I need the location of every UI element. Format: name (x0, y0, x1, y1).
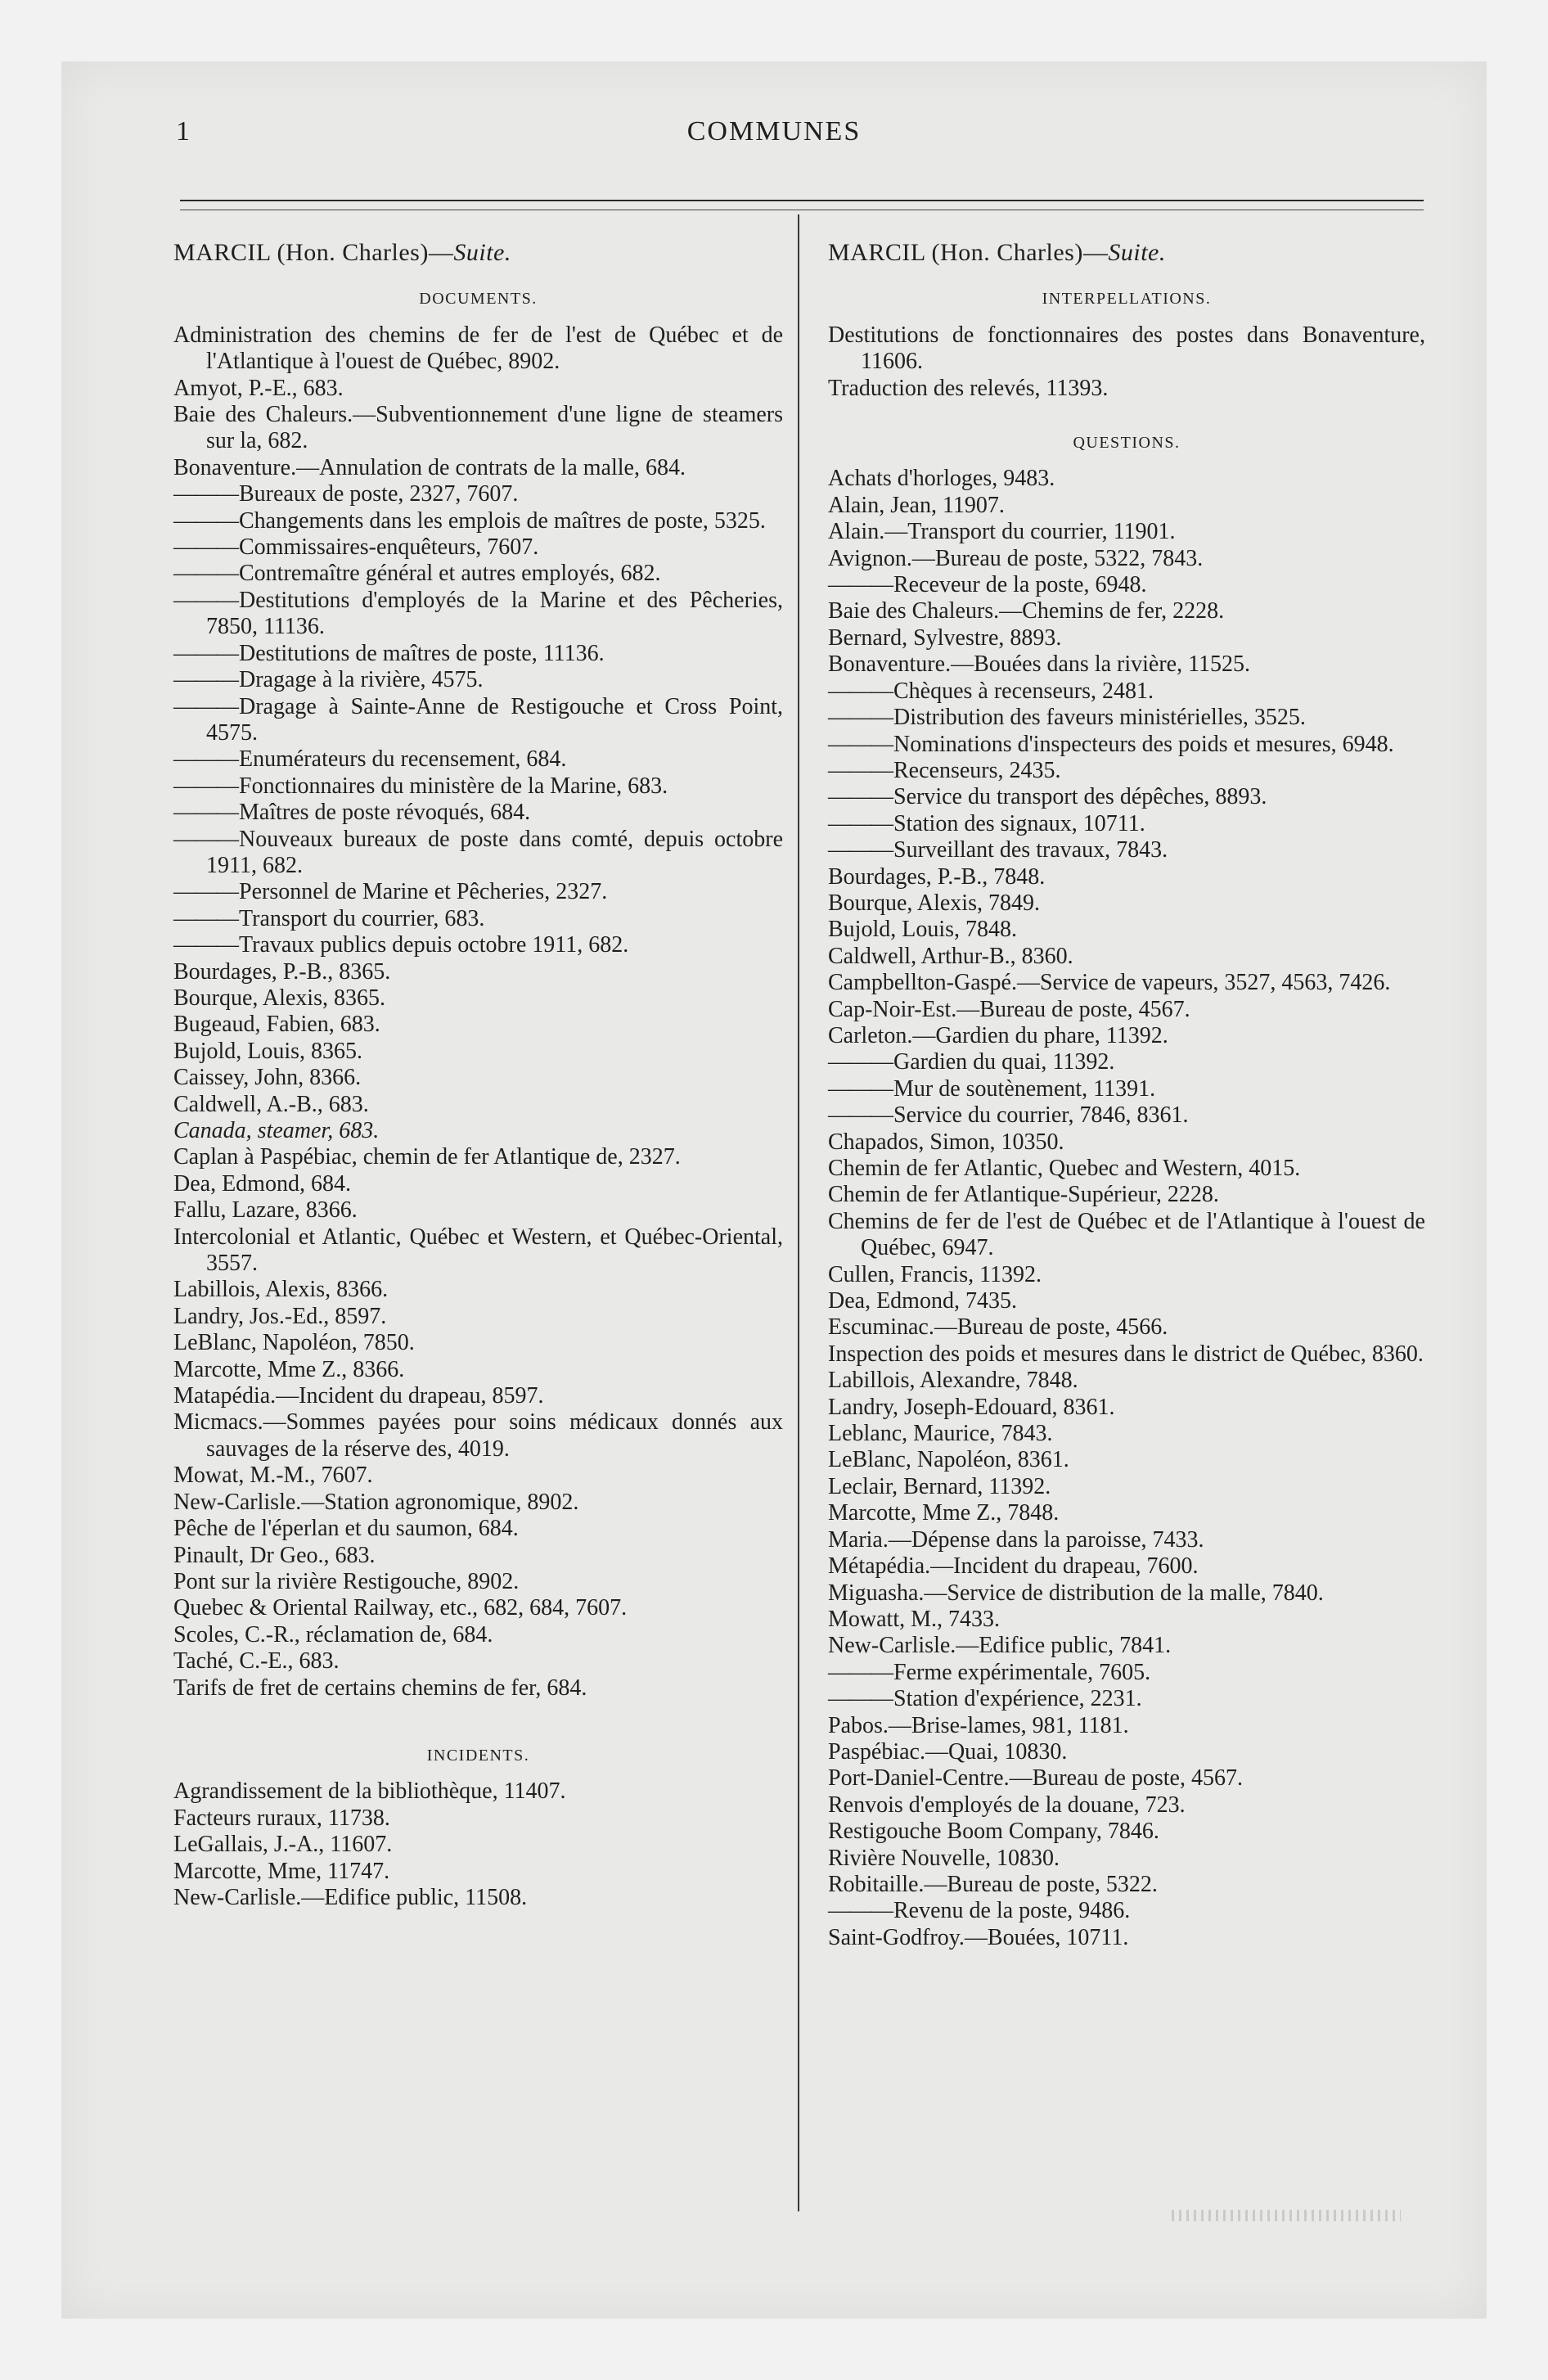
index-subentry: ——— Receveur de la poste, 6948. (828, 572, 1425, 598)
index-subentry: ——— Chèques à recenseurs, 2481. (828, 678, 1425, 705)
column-heading (828, 240, 1425, 266)
index-entry: Caldwell, A.-B., 683. (173, 1091, 369, 1117)
index-entry: Caldwell, Arthur-B., 8360. (828, 943, 1073, 969)
section-title-interpellations: INTERPELLATIONS. (1042, 290, 1212, 309)
index-subentry: ——— Contremaître général et autres employés, 682. (173, 561, 783, 587)
section-title-documents: DOCUMENTS. (419, 290, 538, 309)
index-entry: Labillois, Alexandre, 7848. (828, 1368, 1078, 1394)
index-entry: Carleton.—Gardien du phare, 11392. (828, 1022, 1168, 1048)
index-subentry: ——— Destitutions de maîtres de poste, 11136. (173, 641, 783, 667)
index-entry: Port-Daniel-Centre.—Bureau de poste, 4567. (828, 1765, 1243, 1792)
index-entry: Dea, Edmond, 7435. (828, 1288, 1017, 1314)
index-entry: Bugeaud, Fabien, 683. (173, 1012, 380, 1038)
index-entry: Traduction des relevés, 11393. (828, 375, 1109, 401)
heading-suite: Suite. (453, 239, 511, 266)
index-entry: Landry, Jos.-Ed., 8597. (173, 1303, 387, 1329)
index-entry: Matapédia.—Incident du drapeau, 8597. (173, 1383, 544, 1409)
index-entry: Baie des Chaleurs.—Chemins de fer, 2228. (828, 598, 1225, 624)
index-entry: Caissey, John, 8366. (173, 1065, 362, 1091)
index-entry: Intercolonial et Atlantic, Québec et Western, et Québec-Oriental, 3557. (173, 1224, 783, 1277)
index-entry: Marcotte, Mme, 11747. (173, 1858, 390, 1884)
index-entry: Renvois d'employés de la douane, 723. (828, 1792, 1186, 1818)
index-entry: Bujold, Louis, 7848. (828, 917, 1018, 943)
index-entry: Leblanc, Maurice, 7843. (828, 1421, 1053, 1447)
index-entry: Canada, steamer, 683. (173, 1118, 380, 1143)
index-entry: Bujold, Louis, 8365. (173, 1038, 363, 1064)
left-column (173, 240, 783, 1911)
index-entry: Paspébiac.—Quai, 10830. (828, 1738, 1068, 1765)
section-gap (828, 402, 1425, 430)
heading-name: MARCIL (Hon. Charles)— (173, 239, 454, 266)
index-entry: Bernard, Sylvestre, 8893. (828, 624, 1062, 651)
index-entry: Micmacs.—Sommes payées pour soins médicaux donnés aux sauvages de la réserve des, 4019. (173, 1409, 783, 1462)
index-entry: Saint-Godfroy.—Bouées, 10711. (828, 1924, 1129, 1950)
index-entry: Mowatt, M., 7433. (828, 1606, 1000, 1632)
index-subentry: ——— Commissaires-enquêteurs, 7607. (173, 534, 783, 561)
index-subentry: ——— Fonctionnaires du ministère de la Marine, 683. (173, 773, 783, 800)
index-entry: Bourdages, P.-B., 7848. (828, 863, 1046, 890)
index-subentry: ——— Revenu de la poste, 9486. (828, 1898, 1425, 1924)
index-entry: New-Carlisle.—Edifice public, 11508. (173, 1884, 528, 1910)
index-entry: Chapados, Simon, 10350. (828, 1129, 1064, 1155)
index-entry: Marcotte, Mme Z., 7848. (828, 1500, 1060, 1526)
index-subentry: ——— Gardien du quai, 11392. (828, 1049, 1425, 1075)
page-number: 1 (176, 116, 191, 146)
index-entry: LeGallais, J.-A., 11607. (173, 1832, 393, 1858)
index-subentry: ——— Bureaux de poste, 2327, 7607. (173, 481, 783, 507)
index-entry: LeBlanc, Napoléon, 7850. (173, 1330, 415, 1356)
index-entry: Amyot, P.-E., 683. (173, 375, 344, 401)
index-entry: Inspection des poids et mesures dans le district de Québec, 8360. (828, 1341, 1424, 1367)
index-entry: Pinault, Dr Geo., 683. (173, 1542, 376, 1568)
index-entry: Miguasha.—Service de distribution de la malle, 7840. (828, 1580, 1324, 1606)
index-entry: Chemins de fer de l'est de Québec et de l'Atlantique à l'ouest de Québec, 6947. (828, 1208, 1425, 1261)
index-entry: Avignon.—Bureau de poste, 5322, 7843. (828, 545, 1204, 571)
index-subentry: ——— Nouveaux bureaux de poste dans comté, depuis octobre 1911, 682. (173, 827, 783, 880)
index-subentry: ——— Enumérateurs du recensement, 684. (173, 746, 783, 773)
index-entry: Rivière Nouvelle, 10830. (828, 1845, 1060, 1871)
index-subentry: ——— Distribution des faveurs ministérielles, 3525. (828, 705, 1425, 731)
index-entry: Cullen, Francis, 11392. (828, 1261, 1042, 1287)
index-subentry: ——— Mur de soutènement, 11391. (828, 1076, 1425, 1102)
incidents-list (173, 1778, 783, 1911)
index-entry: Landry, Joseph-Edouard, 8361. (828, 1394, 1115, 1420)
index-subentry: ——— Station d'expérience, 2231. (828, 1686, 1425, 1712)
index-entry: New-Carlisle.—Station agronomique, 8902. (173, 1489, 579, 1515)
index-entry: Scoles, C.-R., réclamation de, 684. (173, 1621, 493, 1648)
index-entry: New-Carlisle.—Edifice public, 7841. (828, 1633, 1172, 1659)
index-entry: Alain, Jean, 11907. (828, 492, 1005, 518)
index-entry: Robitaille.—Bureau de poste, 5322. (828, 1871, 1158, 1897)
index-subentry: ——— Service du transport des dépêches, 8893. (828, 784, 1425, 810)
index-entry: Bourque, Alexis, 7849. (828, 890, 1040, 916)
column-divider (798, 214, 799, 2211)
index-entry: Quebec & Oriental Railway, etc., 682, 684, 7607. (173, 1595, 628, 1621)
index-entry: Métapédia.—Incident du drapeau, 7600. (828, 1553, 1199, 1580)
index-entry: Campbellton-Gaspé.—Service de vapeurs, 3527, 4563, 7426. (828, 970, 1391, 996)
index-entry: Destitutions de fonctionnaires des postes dans Bonaventure, 11606. (828, 322, 1425, 375)
index-entry: Maria.—Dépense dans la paroisse, 7433. (828, 1526, 1204, 1553)
index-subentry: ——— Recenseurs, 2435. (828, 758, 1425, 784)
index-entry: Dea, Edmond, 684. (173, 1170, 351, 1197)
documents-list (173, 322, 783, 1702)
index-subentry: ——— Dragage à la rivière, 4575. (173, 667, 783, 693)
index-entry: Mowat, M.-M., 7607. (173, 1463, 373, 1489)
index-subentry: ——— Dragage à Sainte-Anne de Restigouche et Cross Point, 4575. (173, 694, 783, 747)
index-entry: LeBlanc, Napoléon, 8361. (828, 1447, 1069, 1473)
header-rule (180, 200, 1424, 201)
index-entry: Bourque, Alexis, 8365. (173, 985, 385, 1011)
right-column (828, 240, 1425, 1951)
scan-artifact (1172, 2210, 1401, 2221)
section-title-incidents: INCIDENTS. (426, 1746, 530, 1765)
index-entry: Restigouche Boom Company, 7846. (828, 1819, 1159, 1845)
index-entry: Cap-Noir-Est.—Bureau de poste, 4567. (828, 996, 1190, 1022)
column-heading (173, 240, 783, 266)
index-entry: Marcotte, Mme Z., 8366. (173, 1356, 405, 1382)
index-entry: Pêche de l'éperlan et du saumon, 684. (173, 1516, 519, 1542)
index-entry: Chemin de fer Atlantique-Supérieur, 2228. (828, 1182, 1219, 1208)
index-entry: Labillois, Alexis, 8366. (173, 1277, 389, 1303)
index-subentry: ——— Station des signaux, 10711. (828, 811, 1425, 837)
index-subentry: ——— Personnel de Marine et Pêcheries, 2327. (173, 879, 783, 905)
section-gap (173, 1702, 783, 1742)
index-entry: Alain.—Transport du courrier, 11901. (828, 519, 1176, 545)
index-entry: Caplan à Paspébiac, chemin de fer Atlantique de, 2327. (173, 1144, 681, 1170)
index-entry: Chemin de fer Atlantic, Quebec and Western, 4015. (828, 1156, 1301, 1181)
index-subentry: ——— Nominations d'inspecteurs des poids et mesures, 6948. (828, 732, 1425, 758)
index-subentry: ——— Changements dans les emplois de maîtres de poste, 5325. (173, 508, 783, 534)
index-entry: Escuminac.—Bureau de poste, 4566. (828, 1314, 1168, 1341)
section-title-questions: QUESTIONS. (1073, 434, 1181, 453)
index-entry: Administration des chemins de fer de l'est de Québec et de l'Atlantique à l'ouest de Québec, 8902. (173, 322, 783, 375)
index-subentry: ——— Maîtres de poste révoqués, 684. (173, 800, 783, 826)
index-entry: Bourdages, P.-B., 8365. (173, 958, 391, 985)
interpellations-list (828, 322, 1425, 402)
index-entry: Leclair, Bernard, 11392. (828, 1473, 1051, 1499)
index-entry: Facteurs ruraux, 11738. (173, 1805, 390, 1831)
heading-suite: Suite. (1108, 239, 1166, 266)
running-title: COMMUNES (686, 116, 862, 146)
index-entry: Pont sur la rivière Restigouche, 8902. (173, 1568, 520, 1594)
questions-list (828, 466, 1425, 1951)
index-entry: Achats d'horloges, 9483. (828, 466, 1055, 492)
index-subentry: ——— Ferme expérimentale, 7605. (828, 1660, 1425, 1686)
index-subentry: ——— Service du courrier, 7846, 8361. (828, 1102, 1425, 1129)
index-subentry: ——— Travaux publics depuis octobre 1911, 682. (173, 932, 783, 958)
index-entry: Pabos.—Brise-lames, 981, 1181. (828, 1712, 1129, 1738)
index-subentry: ——— Destitutions d'employés de la Marine et des Pêcheries, 7850, 11136. (173, 588, 783, 641)
index-entry: Fallu, Lazare, 8366. (173, 1197, 358, 1224)
index-subentry: ——— Transport du courrier, 683. (173, 906, 783, 932)
heading-name: MARCIL (Hon. Charles)— (828, 239, 1109, 266)
index-entry: Taché, C.-E., 683. (173, 1648, 340, 1675)
index-subentry: ——— Surveillant des travaux, 7843. (828, 837, 1425, 863)
index-entry: Agrandissement de la bibliothèque, 11407. (173, 1778, 566, 1805)
index-entry: Bonaventure.—Bouées dans la rivière, 11525. (828, 651, 1251, 678)
index-entry: Tarifs de fret de certains chemins de fer, 684. (173, 1675, 587, 1701)
index-entry: Bonaventure.—Annulation de contrats de la malle, 684. (173, 454, 686, 480)
index-entry: Baie des Chaleurs.—Subventionnement d'une ligne de steamers sur la, 682. (173, 402, 783, 454)
